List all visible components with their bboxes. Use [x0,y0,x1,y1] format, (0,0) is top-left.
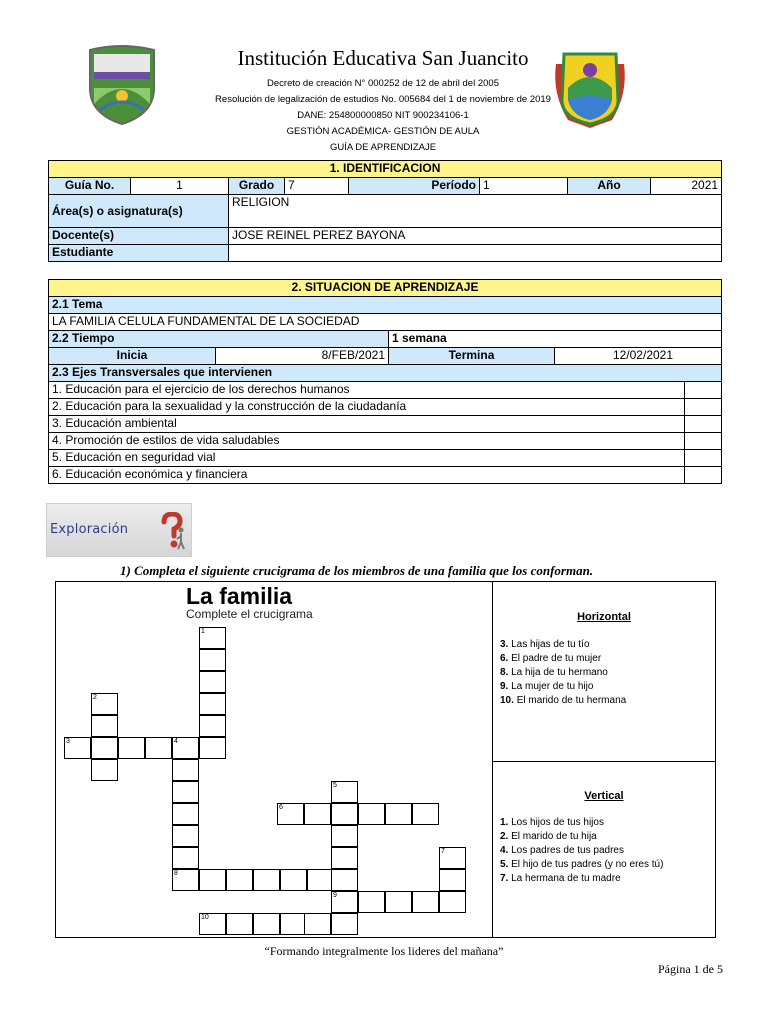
theme-value[interactable]: LA FAMILIA CELULA FUNDAMENTAL DE LA SOCIEDAD [49,314,722,331]
vertical-clues-title: Vertical [584,790,624,802]
transversal-axis-check[interactable] [685,467,722,484]
student-value[interactable] [229,245,722,262]
transversal-axis-check[interactable] [685,433,722,450]
crossword-cell[interactable] [199,913,226,935]
transversal-axis-check[interactable] [685,399,722,416]
grade-value[interactable]: 7 [285,178,349,195]
crossword-cell[interactable] [172,737,199,759]
crossword-cell[interactable] [304,913,331,935]
list-item: 1. Los hijos de tus hijos [500,817,604,828]
crossword-cell[interactable] [253,869,280,891]
teacher-label: Docente(s) [49,228,229,245]
crossword-cell[interactable] [199,869,226,891]
crossword-cell[interactable] [277,803,304,825]
guide-type: GUÍA DE APRENDIZAJE [329,142,437,153]
list-item: 2. El marido de tu hija [500,831,597,842]
crossword-cell[interactable] [172,803,199,825]
crossword-cell[interactable] [226,913,253,935]
crossword-cell[interactable] [385,803,412,825]
clue-number: 9 [333,892,337,899]
page-number: Página 1 de 5 [658,962,723,976]
learning-situation-section-title: 2. SITUACION DE APRENDIZAJE [49,280,722,297]
list-item: 8. La hija de tu hermano [500,667,608,678]
crossword-cell[interactable] [199,627,226,649]
transversal-axis-text: 4. Promoción de estilos de vida saludables [49,433,685,450]
list-item: 7. La hermana de tu madre [500,873,621,884]
transversal-axis-row [49,450,722,467]
panel-divider [492,581,493,938]
crossword-cell[interactable] [331,847,358,869]
clue-number: 8 [174,870,178,877]
crossword-cell[interactable] [199,693,226,715]
period-label: Período [349,178,480,195]
identification-section-title: 1. IDENTIFICACION [49,161,722,178]
transversal-axis-row [49,467,722,484]
crossword-cell[interactable] [439,891,466,913]
crossword-cell[interactable] [172,781,199,803]
guide-number-value[interactable]: 1 [131,178,229,195]
crossword-cell[interactable] [118,737,145,759]
list-item: 3. Las hijas de tu tío [500,639,590,650]
crossword-cell[interactable] [199,715,226,737]
transversal-axis-text: 5. Educación en seguridad vial [49,450,685,467]
list-item: 4. Los padres de tus padres [500,845,624,856]
crossword-cell[interactable] [280,869,307,891]
crossword-cell[interactable] [307,869,334,891]
clue-number: 6 [279,804,283,811]
crossword-cell[interactable] [304,803,331,825]
crossword-cell[interactable] [199,671,226,693]
list-item: 9. La mujer de tu hijo [500,681,594,692]
crossword-cell[interactable] [331,913,358,935]
identification-table [48,160,722,262]
crossword-title: La familia [186,583,293,609]
subject-area-value[interactable]: RELIGION [229,195,722,228]
crossword-cell[interactable] [412,891,439,913]
crossword-cell[interactable] [385,891,412,913]
crossword-cell[interactable] [172,847,199,869]
transversal-axis-check[interactable] [685,416,722,433]
question-person-icon [160,512,186,550]
transversal-axis-text: 3. Educación ambiental [49,416,685,433]
management-area: GESTIÓN ACADÉMICA- GESTIÓN DE AULA [286,126,480,137]
start-date-value[interactable]: 8/FEB/2021 [216,348,389,365]
transversal-axis-row [49,433,722,450]
crossword-cell[interactable] [331,891,358,913]
horizontal-clues-list [500,638,626,708]
legalization-resolution: Resolución de legalización de estudios No. 005684 del 1 de noviembre de 2019 [215,94,551,105]
transversal-axis-text: 2. Educación para la sexualidad y la construcción de la ciudadanía [49,399,685,416]
clue-number: 1 [201,628,205,635]
crossword-cell[interactable] [64,737,91,759]
exploration-label: Exploración [50,522,129,537]
crossword-instruction: 1) Completa el siguiente crucigrama de los miembros de una familia que los conforman. [120,563,594,578]
learning-situation-table [48,279,722,484]
clue-number: 4 [174,738,178,745]
list-item: 10. El marido de tu hermana [500,695,627,706]
end-date-value[interactable]: 12/02/2021 [555,348,722,365]
theme-label: 2.1 Tema [49,297,722,314]
end-label: Termina [389,348,555,365]
crossword-cell[interactable] [412,803,439,825]
crossword-cell[interactable] [91,759,118,781]
grade-label: Grado [229,178,285,195]
crossword-cell[interactable] [358,803,385,825]
clue-number: 3 [66,738,70,745]
vertical-clues-list [500,816,663,886]
transversal-axis-row [49,382,722,399]
transversal-axis-check[interactable] [685,450,722,467]
crossword-cell[interactable] [253,913,280,935]
clues-divider [492,761,716,762]
list-item: 6. El padre de tu mujer [500,653,602,664]
period-value[interactable]: 1 [480,178,568,195]
list-item: 5. El hijo de tus padres (y no eres tú) [500,859,664,870]
transversal-axis-text: 6. Educación económica y financiera [49,467,685,484]
crossword-cell[interactable] [199,649,226,671]
transversal-axes-label: 2.3 Ejes Transversales que intervienen [49,365,722,382]
clue-number: 2 [93,694,97,701]
year-label: Año [568,178,651,195]
crossword-cell[interactable] [280,913,307,935]
guide-number-label: Guía No. [49,178,131,195]
transversal-axis-row [49,416,722,433]
subject-area-label: Área(s) o asignatura(s) [49,195,229,228]
crossword-cell[interactable] [439,869,466,891]
crossword-cell[interactable] [91,693,118,715]
clue-number: 10 [201,914,209,921]
crossword-subtitle: Complete el crucigrama [186,607,313,621]
time-value[interactable]: 1 semana [389,331,722,348]
transversal-axis-row [49,399,722,416]
crossword-cell[interactable] [331,869,358,891]
start-label: Inicia [49,348,216,365]
exploration-banner [46,503,192,557]
teacher-value[interactable]: JOSE REINEL PEREZ BAYONA [229,228,722,245]
crossword-cell[interactable] [172,825,199,847]
clue-number: 5 [333,782,337,789]
transversal-axis-text: 1. Educación para el ejercicio de los derechos humanos [49,382,685,399]
creation-decree: Decreto de creación N° 000252 de 12 de abril del 2005 [267,78,499,89]
institution-name: Institución Educativa San Juancito [237,46,529,70]
crossword-cell[interactable] [331,825,358,847]
time-label: 2.2 Tiempo [49,331,389,348]
clue-number: 7 [441,848,445,855]
crossword-cell[interactable] [199,737,226,759]
crossword-cell[interactable] [172,869,199,891]
crossword-cell[interactable] [226,869,253,891]
horizontal-clues-title: Horizontal [577,611,631,623]
crossword-cell[interactable] [145,737,172,759]
institution-shield-logo [86,44,158,126]
crossword-cell[interactable] [91,715,118,737]
crossword-cell[interactable] [331,803,358,825]
student-label: Estudiante [49,245,229,262]
footer-motto: “Formando integralmente los lideres del mañana” [264,944,504,958]
crossword-cell[interactable] [439,847,466,869]
year-value[interactable]: 2021 [651,178,722,195]
crossword-cell[interactable] [91,737,118,759]
transversal-axis-check[interactable] [685,382,722,399]
crossword-cell[interactable] [172,759,199,781]
crossword-cell[interactable] [331,781,358,803]
dane-nit: DANE: 254800000850 NIT 900234106-1 [297,110,469,121]
crossword-cell[interactable] [358,891,385,913]
